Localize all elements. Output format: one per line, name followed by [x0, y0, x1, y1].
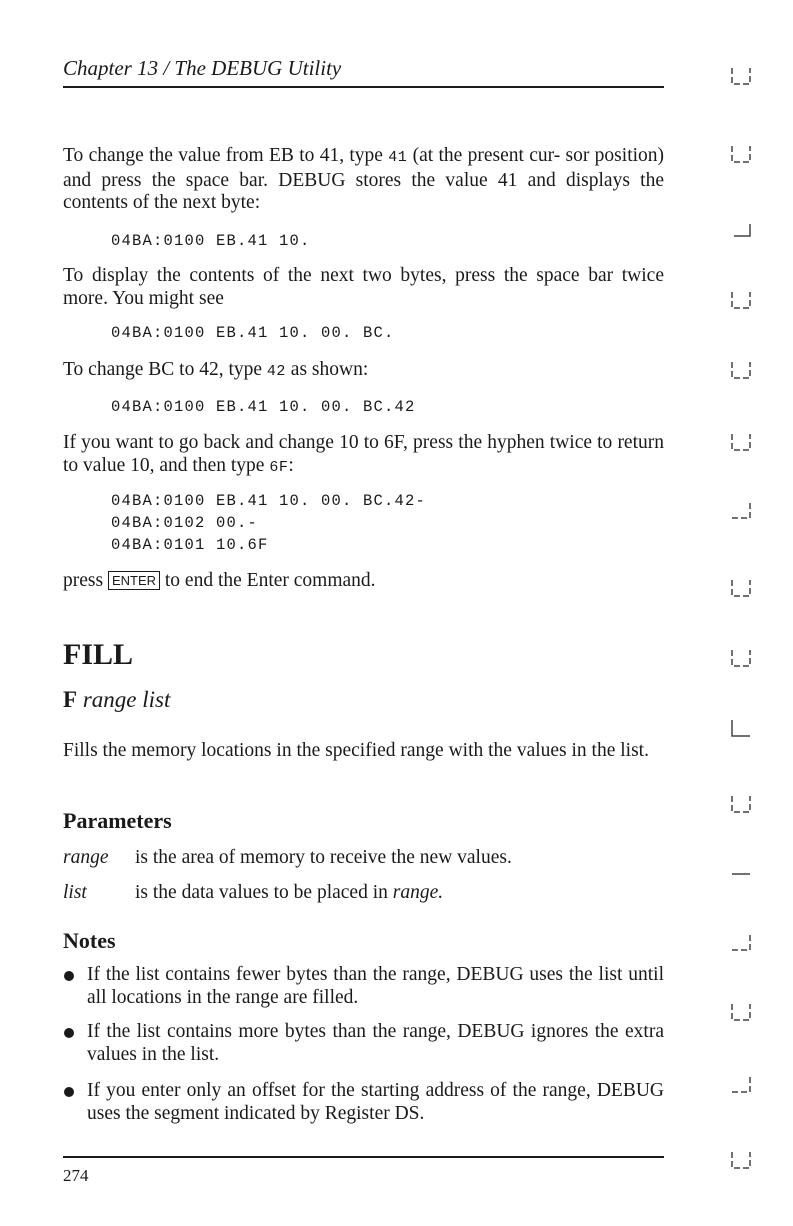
intro-paragraph-2: To display the contents of the next two bytes, press the space bar twice more. You might see	[63, 265, 664, 309]
binding-mark-icon	[730, 1150, 752, 1170]
binding-mark-icon	[730, 794, 752, 814]
note-item-1: If the list contains fewer bytes than the range, DEBUG uses the list until all locations in the range are filled.	[87, 964, 664, 1008]
bullet-icon	[64, 1028, 74, 1038]
binding-mark-icon	[730, 578, 752, 598]
intro-p5-text: press	[63, 570, 104, 591]
intro-paragraph-1	[63, 145, 664, 215]
param-desc-list-term: range.	[392, 882, 444, 903]
binding-mark-icon	[730, 1074, 752, 1094]
intro-p1-text-b: (at the present cur-	[412, 145, 561, 166]
param-desc-range: is the area of memory to receive the new values.	[135, 847, 512, 868]
binding-mark-icon	[730, 856, 752, 876]
inline-code: 42	[266, 363, 286, 380]
code-example-4-line-2: 04BA:0102 00.-	[111, 514, 259, 532]
param-term-range: range	[63, 847, 109, 868]
bullet-icon	[64, 971, 74, 981]
intro-p1-text: To change the value from EB to 41, type	[63, 145, 383, 166]
binding-mark-icon	[730, 1002, 752, 1022]
header-rule	[63, 86, 664, 88]
intro-p5-text-b: to end the Enter command.	[164, 570, 376, 591]
binding-mark-icon	[730, 432, 752, 452]
binding-mark-icon	[730, 66, 752, 86]
command-syntax	[63, 687, 170, 713]
code-example-3: 04BA:0100 EB.41 10. 00. BC.42	[111, 398, 416, 416]
binding-mark-icon	[730, 290, 752, 310]
code-example-1: 04BA:0100 EB.41 10.	[111, 232, 311, 250]
footer-rule	[63, 1156, 664, 1158]
binding-mark-icon	[730, 648, 752, 668]
fill-description: Fills the memory locations in the specified range with the values in the list.	[63, 740, 649, 761]
enter-key-icon: ENTER	[108, 571, 160, 590]
param-desc-list	[135, 882, 443, 904]
note-item-3: If you enter only an offset for the starting address of the range, DEBUG uses the segment indicated by Register DS.	[87, 1080, 664, 1124]
intro-p4-text: If you want to go back and change 10 to 6F, press the hyphen twice to return to value 10, and then type	[63, 432, 664, 476]
parameters-heading: Parameters	[63, 808, 172, 833]
inline-code: 6F	[269, 458, 289, 476]
intro-p3-text: To change BC to 42, type	[63, 359, 263, 380]
code-example-2: 04BA:0100 EB.41 10. 00. BC.	[111, 324, 395, 342]
bullet-icon	[64, 1087, 74, 1097]
code-example-4-line-3: 04BA:0101 10.6F	[111, 536, 269, 554]
binding-mark-icon	[730, 718, 752, 738]
section-heading-fill: FILL	[63, 638, 134, 671]
binding-mark-icon	[730, 360, 752, 380]
binding-mark-icon	[730, 932, 752, 952]
intro-paragraph-3	[63, 359, 664, 384]
note-item-2: If the list contains more bytes than the range, DEBUG ignores the extra values in the list.	[87, 1021, 664, 1065]
intro-p4-colon: :	[288, 454, 294, 476]
notes-heading: Notes	[63, 928, 116, 953]
param-term-list: list	[63, 882, 87, 903]
binding-mark-icon	[730, 500, 752, 520]
page-number: 274	[63, 1166, 89, 1185]
binding-mark-icon	[730, 144, 752, 164]
syntax-arguments: range list	[82, 687, 171, 712]
binding-mark-icon	[730, 220, 752, 240]
inline-code: 41	[388, 149, 408, 166]
intro-paragraph-5	[63, 570, 664, 593]
param-desc-list-text: is the data values to be placed in	[135, 882, 388, 903]
intro-paragraph-4	[63, 432, 664, 479]
running-head: Chapter 13 / The DEBUG Utility	[63, 56, 342, 80]
code-example-4-line-1: 04BA:0100 EB.41 10. 00. BC.42-	[111, 492, 427, 510]
intro-p1-rest: sor position) and press the space bar. DEBUG stores the value 41 and displays the contents of the next byte:	[63, 145, 665, 213]
intro-p3-text-b: as shown:	[290, 359, 369, 380]
syntax-command: F	[63, 687, 78, 712]
